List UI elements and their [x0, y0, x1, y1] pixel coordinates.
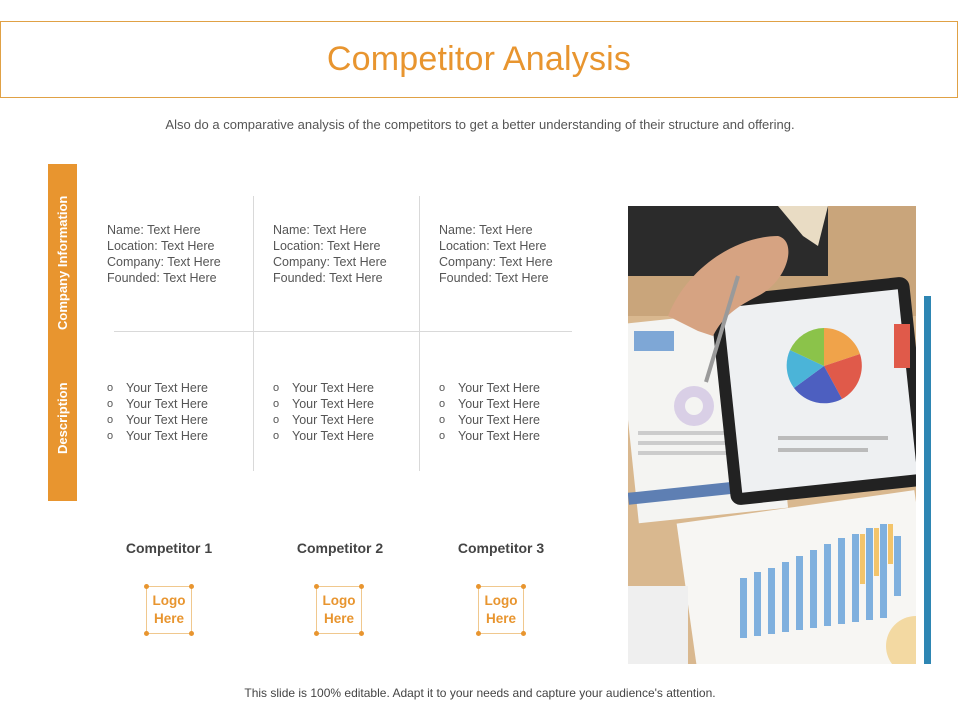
- info-name: Name: Text Here: [273, 223, 367, 237]
- grid-divider-vertical: [419, 196, 420, 471]
- bullet-text: Your Text Here: [126, 381, 208, 395]
- page-title: Competitor Analysis: [326, 40, 632, 78]
- bullet-icon: o: [439, 414, 446, 426]
- photo-illustration: [628, 206, 916, 664]
- business-analysis-photo: [628, 206, 916, 664]
- corner-dot: [521, 631, 526, 636]
- corner-dot: [476, 631, 481, 636]
- info-location: Location: Text Here: [273, 239, 381, 253]
- competitor-3-name: Competitor 3: [457, 540, 545, 556]
- info-company: Company: Text Here: [273, 255, 387, 269]
- corner-dot: [521, 584, 526, 589]
- description-list-1: [107, 380, 208, 444]
- description-list-3: [439, 380, 540, 444]
- corner-dot: [189, 584, 194, 589]
- bullet-icon: o: [439, 382, 446, 394]
- list-item: [439, 396, 540, 412]
- list-item: [107, 428, 208, 444]
- list-item: [273, 412, 374, 428]
- competitor-2-name: Competitor 2: [296, 540, 384, 556]
- logo-line: Here: [485, 611, 517, 626]
- logo-line: Here: [323, 611, 355, 626]
- grid-divider-vertical: [253, 196, 254, 471]
- logo-line: Logo: [484, 593, 518, 608]
- list-item: [107, 380, 208, 396]
- corner-dot: [359, 584, 364, 589]
- list-item: [439, 412, 540, 428]
- bullet-text: Your Text Here: [126, 429, 208, 443]
- bullet-icon: o: [439, 430, 446, 442]
- corner-dot: [314, 631, 319, 636]
- bullet-icon: o: [273, 414, 280, 426]
- competitor-1-name: Competitor 1: [125, 540, 213, 556]
- bullet-text: Your Text Here: [292, 413, 374, 427]
- competitor-2-logo: [316, 586, 362, 634]
- accent-bar: [924, 296, 931, 664]
- bullet-text: Your Text Here: [458, 413, 540, 427]
- info-founded: Founded: Text Here: [273, 271, 383, 285]
- company-information-label: Company Information: [55, 195, 70, 330]
- description-list-2: [273, 380, 374, 444]
- info-name: Name: Text Here: [107, 223, 201, 237]
- bullet-text: Your Text Here: [292, 397, 374, 411]
- logo-text: [485, 592, 518, 628]
- bullet-icon: o: [439, 398, 446, 410]
- bullet-text: Your Text Here: [292, 429, 374, 443]
- logo-text: [153, 592, 186, 628]
- info-company: Company: Text Here: [107, 255, 221, 269]
- list-item: [439, 380, 540, 396]
- info-location: Location: Text Here: [107, 239, 215, 253]
- bullet-icon: o: [107, 430, 114, 442]
- logo-line: Here: [153, 611, 185, 626]
- bullet-text: Your Text Here: [458, 381, 540, 395]
- footer-note: This slide is 100% editable. Adapt it to your needs and capture your audience's attention.: [244, 686, 716, 700]
- info-founded: Founded: Text Here: [439, 271, 549, 285]
- info-location: Location: Text Here: [439, 239, 547, 253]
- company-info-2: [273, 222, 387, 286]
- title-box: [0, 21, 958, 98]
- corner-dot: [144, 584, 149, 589]
- list-item: [273, 428, 374, 444]
- bullet-text: Your Text Here: [458, 397, 540, 411]
- corner-dot: [359, 631, 364, 636]
- bullet-text: Your Text Here: [126, 413, 208, 427]
- list-item: [273, 396, 374, 412]
- company-info-3: [439, 222, 553, 286]
- bullet-icon: o: [273, 398, 280, 410]
- bullet-text: Your Text Here: [458, 429, 540, 443]
- bullet-icon: o: [107, 398, 114, 410]
- info-company: Company: Text Here: [439, 255, 553, 269]
- logo-text: [323, 592, 356, 628]
- logo-line: Logo: [322, 593, 356, 608]
- competitor-1-logo: [146, 586, 192, 634]
- corner-dot: [476, 584, 481, 589]
- corner-dot: [189, 631, 194, 636]
- bullet-icon: o: [273, 430, 280, 442]
- competitor-3-logo: [478, 586, 524, 634]
- bullet-icon: o: [273, 382, 280, 394]
- bullet-text: Your Text Here: [126, 397, 208, 411]
- bullet-icon: o: [107, 382, 114, 394]
- list-item: [273, 380, 374, 396]
- bullet-text: Your Text Here: [292, 381, 374, 395]
- grid-divider-horizontal: [114, 331, 572, 332]
- info-founded: Founded: Text Here: [107, 271, 217, 285]
- list-item: [107, 396, 208, 412]
- info-name: Name: Text Here: [439, 223, 533, 237]
- list-item: [107, 412, 208, 428]
- bullet-icon: o: [107, 414, 114, 426]
- description-label: Description: [55, 382, 70, 454]
- corner-dot: [144, 631, 149, 636]
- list-item: [439, 428, 540, 444]
- logo-line: Logo: [152, 593, 186, 608]
- subtitle: Also do a comparative analysis of the competitors to get a better understanding of their structure and offering.: [165, 117, 795, 132]
- corner-dot: [314, 584, 319, 589]
- company-info-1: [107, 222, 221, 286]
